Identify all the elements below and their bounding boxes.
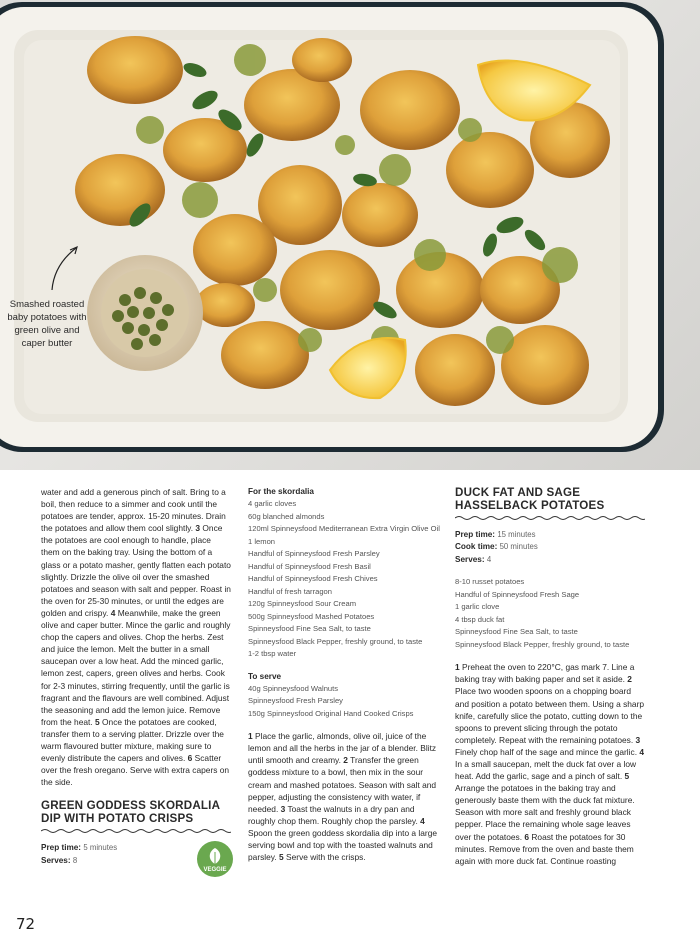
prep-time: Prep time: 15 minutes	[455, 530, 536, 539]
ingredient: Handful of fresh tarragon	[248, 586, 333, 596]
skordalia-method: 1 Place the garlic, almonds, olive oil, juice of the lemon and all the herbs in the jar of a blender. Blitz until smooth and creamy. 2 Transfer the green goddess mixture to a bowl, then mix in the sour cream and mashed potatoes. Season with salt and pepper, adjusting the consistency with water, if needed. 3 Toast the walnuts in a dry pan and roughly chop them. Roughly chop the parsley. 4 Spoon the green goddess skordalia dip into a large serving bowl and top with the toasted walnuts and parsley. 5 Serve with the crisps.	[248, 731, 438, 863]
ingredient: 120ml Spinneysfood Mediterranean Extra Virgin Olive Oil	[248, 524, 440, 534]
step-number: 6	[524, 831, 530, 842]
step-number: 4	[420, 815, 425, 826]
column-3	[455, 486, 647, 867]
step-number: 1	[248, 731, 253, 742]
ingredient: Spinneysfood Fine Sea Salt, to taste	[455, 627, 578, 637]
column-1	[41, 486, 231, 867]
cook-time: Cook time: 50 minutes	[455, 542, 538, 552]
veggie-badge-label: VEGGIE	[203, 867, 227, 873]
recipe-title-hasselback: DUCK FAT AND SAGE HASSELBACK POTATOES	[455, 486, 605, 512]
page-number: 72	[16, 915, 36, 933]
serve-ingredient-list	[248, 683, 444, 721]
step-number: 5	[95, 716, 100, 727]
ingredient: 120g Spinneysfood Sour Cream	[248, 599, 357, 609]
ingredient: 8-10 russet potatoes	[455, 577, 525, 587]
serves: Serves: 8	[41, 855, 78, 865]
method-continuation: water and add a generous pinch of salt. Bring to a boil, then reduce to a simmer and cook until the potatoes are tender, approx. 15-20 minutes. Drain the potatoes and allow them cool slightly. 3 Once the potatoes are cool enough to handle, place them on the baking tray. Using the bottom of a glass or a potato masher, gently flatten each potato slightly. Drizzle the olive oil over the smashed potatoes and season with salt and pepper. Roast in the oven for 25-30 minutes, or until the edges are golden and crispy. 4 Meanwhile, make the green olive and caper butter. Mince the garlic and roughly chop the capers and olives. Chop the herbs. Zest and juice the lemon. Melt the butter in a small saucepan over a low heat. Add the minced garlic, lemon zest, capers, green olives and herbs. Cook for 2-3 minutes, stirring frequently, until the garlic is fragrant and the flavours are well combined. Adjust the seasoning and add the lemon juice. Remove from the heat. 5 Once the potatoes are cooked, transfer them to a serving platter. Drizzle over the warm flavoured butter mixture, making sure to evenly distribute the capers and olives. 6 Scatter over the fresh oregano. Serve with extra capers on the side.	[41, 487, 231, 788]
wavy-divider	[41, 828, 231, 834]
ingredient: Handful of Spinneysfood Fresh Basil	[248, 561, 371, 571]
roasted-potatoes-tray-image	[0, 0, 700, 470]
step-number: 4	[110, 607, 116, 618]
step-number: 4	[639, 746, 645, 757]
ingredient: Spinneysfood Black Pepper, freshly ground, to taste	[248, 636, 423, 646]
step-number: 3	[280, 803, 286, 814]
step-number: 3	[195, 523, 201, 534]
skordalia-heading: For the skordalia	[248, 487, 314, 496]
prep-time: Prep time: 5 minutes	[41, 843, 118, 853]
skordalia-ingredient-list	[248, 498, 444, 661]
step-number: 3	[635, 734, 641, 745]
serve-heading: To serve	[248, 671, 282, 681]
ingredient: 1-2 tbsp water	[248, 649, 297, 659]
ingredient: Handful of Spinneysfood Fresh Chives	[248, 574, 378, 584]
ingredient: Handful of Spinneysfood Fresh Parsley	[248, 549, 380, 559]
ingredient: 4 tbsp duck fat	[455, 614, 505, 624]
ingredient: Spinneysfood Black Pepper, freshly ground, to taste	[455, 639, 630, 649]
ingredient: 1 lemon	[248, 536, 276, 546]
ingredient: 4 garlic cloves	[248, 499, 297, 509]
serves: Serves: 4	[455, 554, 492, 564]
step-number: 2	[627, 674, 632, 685]
ingredient: Spinneysfood Fine Sea Salt, to taste	[248, 624, 371, 634]
wavy-divider	[455, 515, 645, 521]
recipe-title-skordalia: GREEN GODDESS SKORDALIA DIP WITH POTATO CRISPS	[41, 799, 220, 826]
ingredient: 150g Spinneysfood Original Hand Cooked Crisps	[248, 708, 414, 718]
step-number: 5	[624, 771, 630, 782]
veggie-badge-icon	[196, 840, 234, 878]
hasselback-method: 1 Preheat the oven to 220°C, gas mark 7. Line a baking tray with baking paper and set it aside. 2 Place two wooden spoons on a chopping board and position a potato between them. Using a sharp knife, carefully slice the potato, cutting down to the spoons to prevent slicing through the potato completely. Repeat with the remaining potatoes. 3 Finely chop half of the sage and mince the garlic. 4 In a small saucepan, melt the duck fat over a low heat. Add the garlic, sage and a pinch of salt. 5 Arrange the potatoes in the baking tray and generously baste them with the duck fat mixture. Season with more salt and freshly ground black pepper. Place the remaining whole sage leaves over the potatoes. 6 Roast the potatoes for 30 minutes. Remove from the oven and baste them again with more duck fat. Continue roasting	[455, 662, 645, 866]
step-number: 2	[343, 755, 348, 766]
hero-photo	[0, 0, 700, 470]
ingredient: 1 garlic clove	[455, 602, 500, 612]
ingredient: 40g Spinneysfood Walnuts	[248, 683, 339, 693]
hasselback-ingredient-list	[455, 576, 647, 651]
ingredient: 60g blanched almonds	[248, 511, 325, 521]
step-number: 5	[279, 852, 284, 863]
step-number: 1	[455, 662, 460, 673]
ingredient: Handful of Spinneysfood Fresh Sage	[455, 589, 580, 599]
step-number: 6	[187, 753, 193, 764]
ingredient: Spinneysfood Fresh Parsley	[248, 696, 343, 706]
photo-caption: Smashed roasted baby potatoes with green olive and caper butter	[7, 299, 87, 349]
column-2	[248, 486, 444, 863]
ingredient: 500g Spinneysfood Mashed Potatoes	[248, 611, 375, 621]
